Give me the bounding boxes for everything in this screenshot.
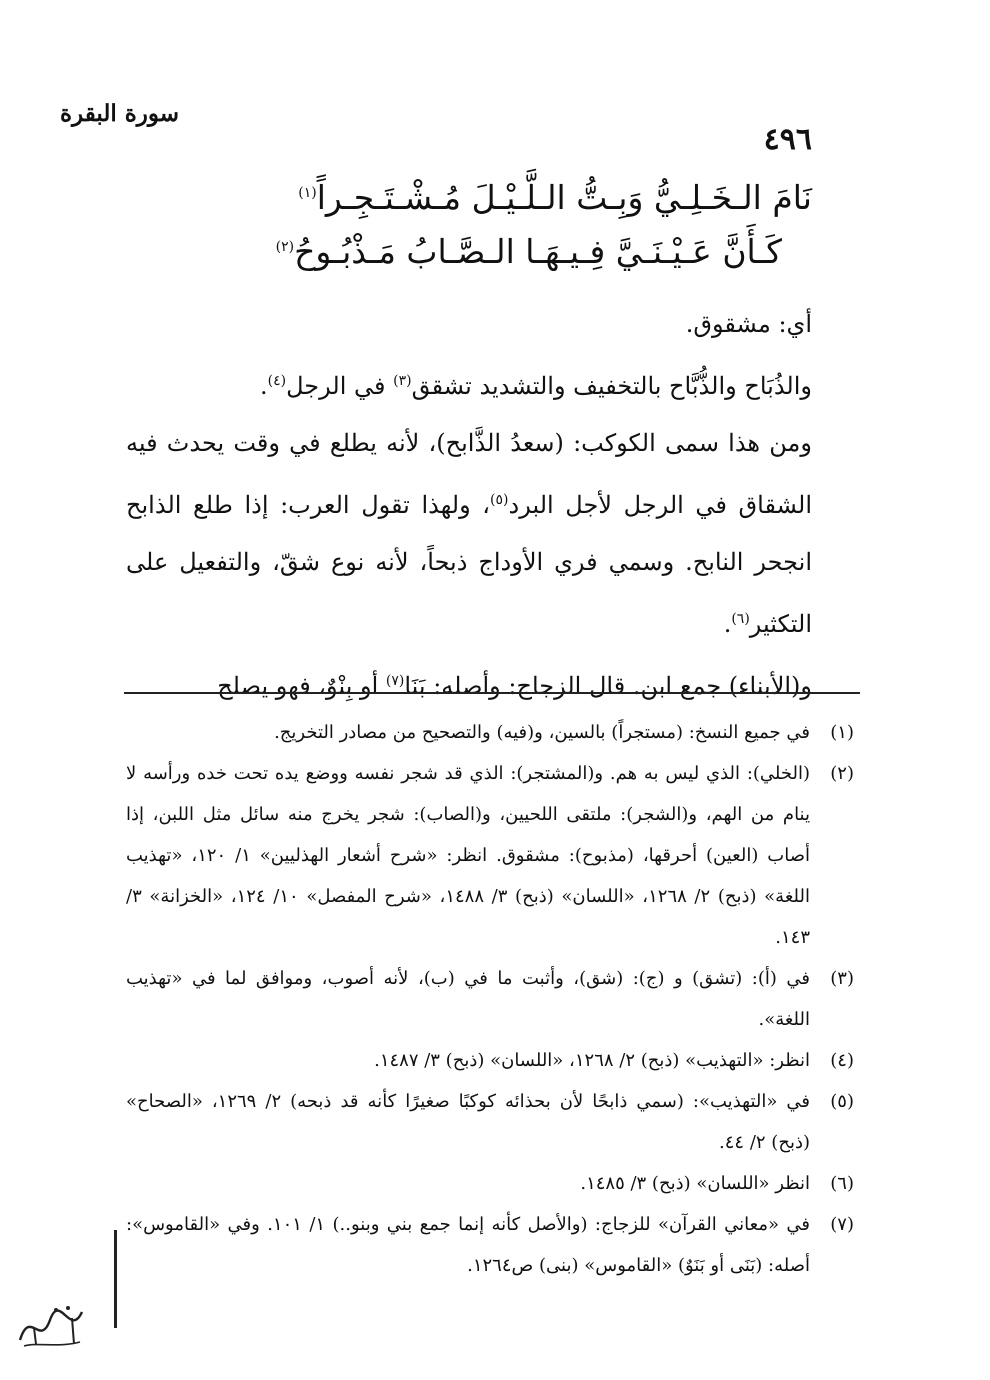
paragraph — [126, 415, 812, 653]
footnote — [126, 958, 854, 1040]
footnote-ref: (٤) — [267, 373, 287, 389]
footnote — [126, 712, 854, 753]
footnote-number: (١) — [830, 722, 854, 743]
footnote — [126, 1204, 854, 1286]
footnote — [126, 1081, 854, 1163]
footnote — [126, 1163, 854, 1204]
footnote-text: في «التهذيب»: (سمي ذابحًا لأن بحذائه كوكبًا صغيرًا كأنه قد ذبحه) ٢/ ١٢٦٩، «الصحاح» (ذبح) ٢/ ٤٤. — [126, 1091, 810, 1153]
footnotes — [126, 712, 854, 1286]
paragraph-text: في الرجل — [286, 372, 394, 400]
footnote-ref: (٦) — [731, 611, 750, 627]
paragraph — [126, 296, 812, 353]
footnote-ref: (٢) — [275, 239, 295, 255]
paragraph-text: والذُبَاح والذُّبَّاح بالتخفيف والتشديد تشقق — [411, 372, 812, 400]
footnote-number: (٤) — [830, 1050, 854, 1071]
footnote-number: (٥) — [830, 1091, 854, 1112]
paragraph-text: أي: مشقوق. — [685, 310, 812, 338]
watermark-logo — [10, 1298, 90, 1358]
margin-rule — [114, 1230, 117, 1328]
poem-line-1-text: نَامَ الـخَـلِـيُّ وَبِـتُّ الـلَّـيْـلَ مُـشْـتَـجِـراً — [316, 178, 812, 217]
footnote-ref: (٧) — [385, 673, 405, 689]
paragraph-text: ، ولهذا تقول العرب: إذا طلع الذابح انجحر النابح. وسمي فري الأوداج ذبحاً، لأنه نوع شقّ، والتفعيل على التكثير — [126, 491, 812, 638]
footnote-number: (٦) — [830, 1173, 854, 1194]
footnote-number: (٢) — [830, 763, 854, 784]
footnote — [126, 1040, 854, 1081]
paragraph-text: . — [260, 372, 268, 400]
paragraph-text: أو بِنْوٌ، فهو يصلح — [217, 672, 386, 700]
paragraph-text: و(الأبناء) جمع ابن. قال الزجاج: وأصله: بَنَا — [404, 672, 812, 700]
footnote-text: في (أ): (تشق) و (ج): (شق)، وأثبت ما في (ب)، لأنه أصوب، وموافق لما في «تهذيب اللغة». — [126, 968, 811, 1030]
footnote-number: (٣) — [830, 968, 854, 989]
footnote-ref: (٣) — [393, 373, 412, 389]
page-number: ٤٩٦ — [763, 122, 812, 157]
page-title: سورة البقرة — [60, 100, 180, 127]
body-text — [126, 296, 812, 715]
poem-line-2-text: كَـأَنَّ عَـيْـنَـيَّ فِـيـهَـا الـصَّـابُ مَـذْبُـوحُ — [294, 232, 782, 271]
footnote-text: في جميع النسخ: (مستجراً) بالسين، و(فيه) والتصحيح من مصادر التخريج. — [274, 722, 810, 743]
paragraph-text: ومن هذا سمى الكوكب: (سعدُ الذَّابح)، لأنه يطلع في وقت يحدث فيه الشقاق في الرجل لأجل البرد — [126, 429, 812, 519]
footnote-separator — [124, 692, 860, 694]
footnote-ref: (٥) — [490, 492, 509, 508]
footnote-text: انظر «اللسان» (ذبح) ٣/ ١٤٨٥. — [580, 1173, 810, 1194]
paragraph — [126, 353, 812, 415]
footnote-text: (الخلي): الذي ليس به هم. و(المشتجر): الذي قد شجر نفسه ووضع يده تحت خده ورأسه لا ينام من الهم، و(الشجر): ملتقى اللحيين، و(الصاب): شجر يخرج منه سائل مثل اللبن، إذا أصاب (العين) أحرقها، (مذبوح): مشقوق. انظر: «شرح أشعار الهذليين» ١/ ١٢٠، «تهذيب اللغة» (ذبح) ٢/ ١٢٦٨، «اللسان» (ذبح) ٣/ ١٤٨٨، «شرح المفصل» ١٠/ ١٢٤، «الخزانة» ٣/ ١٤٣. — [126, 763, 810, 948]
poem-line-1 — [298, 178, 812, 217]
poem-line-2 — [276, 232, 782, 271]
footnote-number: (٧) — [830, 1214, 854, 1235]
paragraph — [126, 653, 812, 715]
paragraph-text: . — [723, 610, 732, 638]
footnote — [126, 753, 854, 958]
footnote-text: انظر: «التهذيب» (ذبح) ٢/ ١٢٦٨، «اللسان» (ذبح) ٣/ ١٤٨٧. — [374, 1050, 810, 1071]
footnote-text: في «معاني القرآن» للزجاج: (والأصل كأنه إنما جمع بني وبنو..) ١/ ١٠١. وفي «القاموس»: أصله: (بَنَى أو بَنَوٌ) «القاموس» (بنى) ص١٢٦٤. — [126, 1214, 810, 1276]
footnote-ref: (١) — [298, 185, 317, 201]
